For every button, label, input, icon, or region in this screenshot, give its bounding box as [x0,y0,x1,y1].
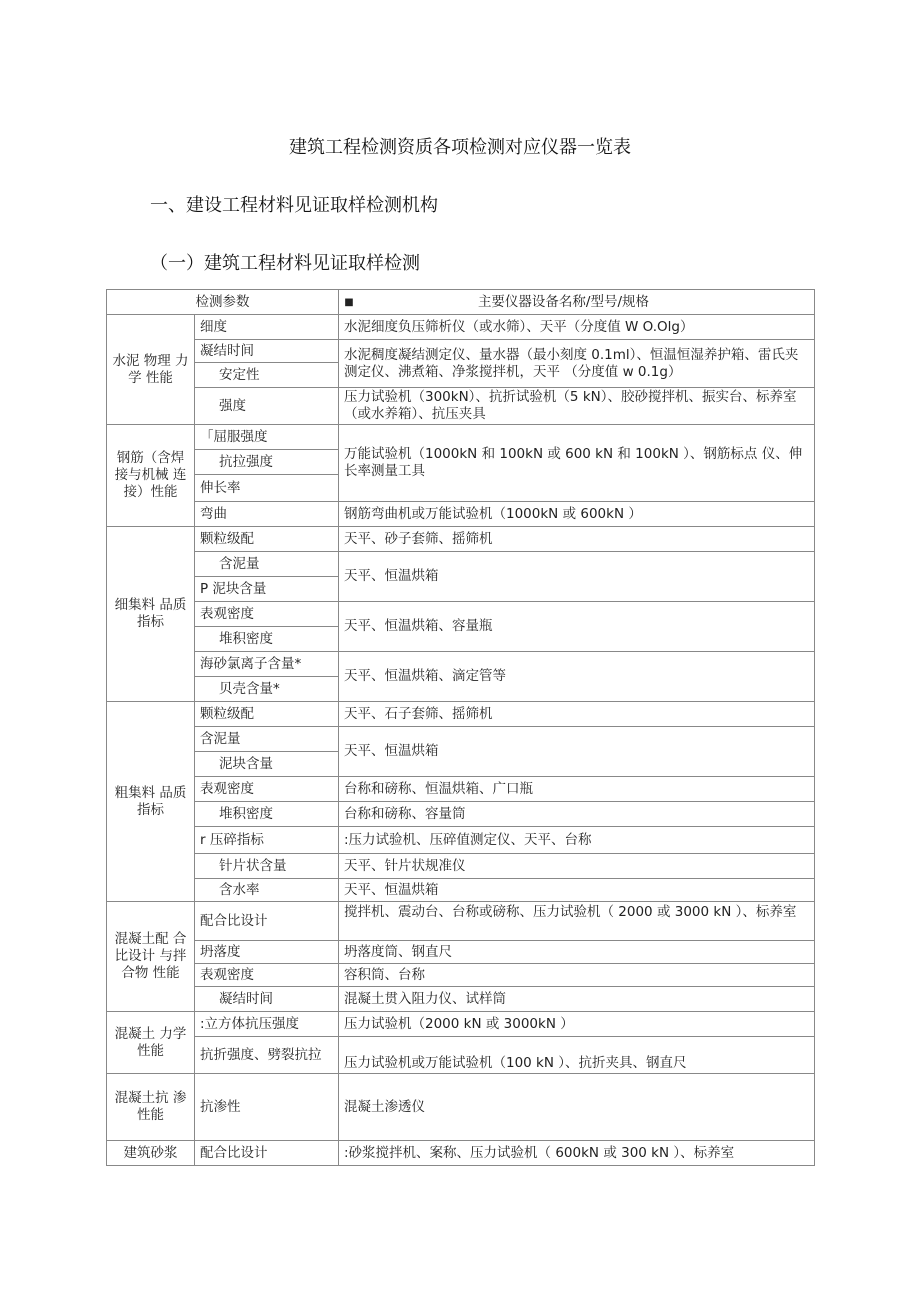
header-param: 检测参数 [107,290,339,315]
equipment-cell: 天平、恒温烘箱、容量瓶 [339,602,815,652]
equipment-cell: 水泥细度负压筛析仪（或水筛）、天平（分度值 W O.Olg） [339,315,815,340]
table-row [107,702,815,727]
table-row [107,902,815,941]
table-row [107,1141,815,1166]
param-cell: 泥块含量 [195,752,339,777]
table-header-row [107,290,815,315]
table-row [107,1037,815,1074]
table-row [107,502,815,527]
table-row [107,552,815,577]
table-row [107,727,815,752]
section-heading-2: （一）建筑工程材料见证取样检测 [150,253,420,274]
param-cell: 强度 [195,388,339,425]
param-cell: 抗拉强度 [195,450,339,475]
category-cell: 钢筋（含焊 接与机械 连接）性能 [107,425,195,527]
param-cell: 伸长率 [195,475,339,502]
param-cell: 表观密度 [195,602,339,627]
document-title: 建筑工程检测资质各项检测对应仪器一览表 [289,137,631,158]
table-row [107,652,815,677]
table-row [107,388,815,425]
equipment-cell: 台称和磅称、恒温烘箱、广口瓶 [339,777,815,802]
equipment-cell: 天平、砂子套筛、摇筛机 [339,527,815,552]
table-row [107,425,815,450]
category-text-clip: 建筑砂浆 [123,1144,178,1161]
equipment-cell: 压力试验机或万能试验机（100 kN ）、抗折夹具、钢直尺 [339,1037,815,1074]
table-row [107,602,815,627]
param-cell: 含泥量 [195,552,339,577]
header-equipment [339,290,815,315]
category-cell: 水泥 物理 力学 性能 [107,315,195,425]
equipment-cell: :压力试验机、压碎值测定仪、天平、台称 [339,827,815,854]
param-cell: 表观密度 [195,777,339,802]
param-cell: 凝结时间 [195,340,339,363]
table-row [107,315,815,340]
table-row [107,854,815,879]
category-cell: 细集料 品质 指标 [107,527,195,702]
equipment-cell: 天平、恒温烘箱、滴定管等 [339,652,815,702]
equipment-table [106,289,815,1166]
category-cell: 混凝土抗 渗 性能 [107,1074,195,1141]
param-cell: 坍落度 [195,941,339,964]
param-cell: 针片状含量 [195,854,339,879]
equipment-cell: 天平、恒温烘箱 [339,727,815,777]
equipment-cell: 混凝土贯入阻力仪、试样筒 [339,987,815,1012]
table-row [107,340,815,363]
param-cell: 颗粒级配 [195,527,339,552]
equipment-cell: :砂浆搅拌机、案称、压力试验机（ 600kN 或 300 kN ）、标养室 [339,1141,815,1166]
equipment-cell: 压力试验机（2000 kN 或 3000kN ） [339,1012,815,1037]
equipment-cell: 坍落度筒、钢直尺 [339,941,815,964]
param-cell: 含泥量 [195,727,339,752]
equipment-cell: 台称和磅称、容量筒 [339,802,815,827]
equipment-cell: 天平、石子套筛、摇筛机 [339,702,815,727]
table-row [107,964,815,987]
table-row [107,879,815,902]
table-row [107,1074,815,1141]
param-cell: r 压碎指标 [195,827,339,854]
table-row [107,827,815,854]
equipment-cell: 万能试验机（1000kN 和 100kN 或 600 kN 和 100kN ）、钢筋标点 仪、伸长率测量工具 [339,425,815,502]
param-cell: 细度 [195,315,339,340]
table-row [107,527,815,552]
param-cell: 表观密度 [195,964,339,987]
equipment-cell: 压力试验机（300kN）、抗折试验机（5 kN）、胶砂搅拌机、振实台、标养室（或水养箱）、抗压夹具 [339,388,815,425]
table-row [107,777,815,802]
param-cell: 抗折强度、劈裂抗拉 [195,1037,339,1074]
equipment-text-clip: 搅拌机、震动台、台称或磅称、压力试验机（ 2000 或 3000 kN ）、标养室 [344,904,797,920]
section-heading-1: 一、建设工程材料见证取样检测机构 [150,195,438,216]
table-row [107,802,815,827]
equipment-cell: 水泥稠度凝结测定仪、量水器（最小刻度 0.1ml）、恒温恒湿养护箱、雷氏夹测定仪、沸煮箱、净浆搅拌机，天平 （分度值 w 0.1g） [339,340,815,388]
param-cell: :立方体抗压强度 [195,1012,339,1037]
param-cell: 贝壳含量* [195,677,339,702]
square-bullet-icon: ■ [344,296,354,308]
equipment-cell: 天平、针片状规准仪 [339,854,815,879]
param-cell: 安定性 [195,363,339,388]
param-cell: 抗渗性 [195,1074,339,1141]
category-cell: 混凝土 力学 性能 [107,1012,195,1074]
equipment-cell: 混凝土渗透仪 [339,1074,815,1141]
param-cell: P 泥块含量 [195,577,339,602]
param-cell: 海砂氯离子含量* [195,652,339,677]
equipment-cell [339,902,815,941]
param-cell: 颗粒级配 [195,702,339,727]
equipment-cell: 天平、恒温烘箱 [339,879,815,902]
param-cell: 堆积密度 [195,802,339,827]
param-cell: 配合比设计 [195,902,339,941]
equipment-cell: 钢筋弯曲机或万能试验机（1000kN 或 600kN ） [339,502,815,527]
param-cell: 堆积密度 [195,627,339,652]
table-row [107,987,815,1012]
param-cell: 「屈服强度 [195,425,339,450]
param-cell: 含水率 [195,879,339,902]
equipment-cell: 天平、恒温烘箱 [339,552,815,602]
param-cell: 配合比设计 [195,1141,339,1166]
category-cell [107,1141,195,1166]
param-cell: 凝结时间 [195,987,339,1012]
table-row [107,941,815,964]
header-equipment-label: 主要仪器设备名称/型号/规格 [477,293,650,310]
equipment-cell: 容积筒、台称 [339,964,815,987]
category-cell: 粗集料 品质 指标 [107,702,195,902]
param-cell: 弯曲 [195,502,339,527]
table-row [107,1012,815,1037]
category-cell: 混凝土配 合 比设计 与拌 合物 性能 [107,902,195,1012]
